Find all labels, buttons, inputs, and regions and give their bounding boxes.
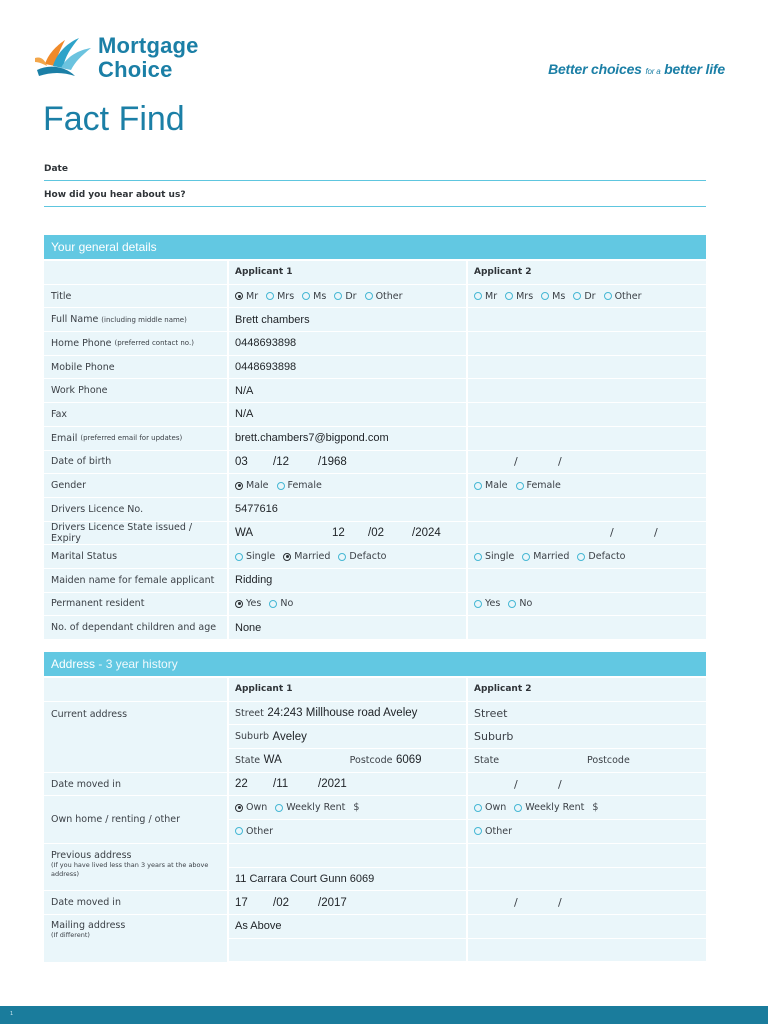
radio-mrs[interactable]: Mrs	[505, 291, 533, 302]
applicant-1-header: Applicant 1	[227, 678, 466, 702]
previous-address-label: Previous address (If you have lived less than 3 years at the above address)	[44, 844, 227, 891]
mailing-address-label: Mailing address (If different)	[44, 915, 227, 962]
address-table	[44, 678, 706, 962]
radio-mrs[interactable]: Mrs	[266, 291, 294, 302]
radio-married[interactable]: Married	[283, 551, 330, 562]
fax-input-2[interactable]	[466, 403, 706, 427]
address-heading-light: - 3 year history	[95, 657, 178, 671]
work-phone-label: Work Phone	[44, 379, 227, 403]
radio-other[interactable]: Other	[604, 291, 642, 302]
dependant-children-input-1[interactable]: None	[227, 616, 466, 640]
table-row	[44, 593, 706, 617]
previous-address-input-2[interactable]	[466, 868, 706, 892]
date-field[interactable]	[44, 164, 706, 181]
home-phone-input-1[interactable]: 0448693898	[227, 332, 466, 356]
maiden-name-input-1[interactable]: Ridding	[227, 569, 466, 593]
work-phone-input-2[interactable]	[466, 379, 706, 403]
home-phone-input-2[interactable]	[466, 332, 706, 356]
blank-cell	[44, 678, 227, 702]
page-number: 1	[10, 1011, 14, 1017]
radio-no[interactable]: No	[269, 598, 293, 609]
previous-date-moved-in-input-2[interactable]: / /	[466, 891, 706, 915]
mailing-address-input-1[interactable]: As Above	[227, 915, 466, 939]
previous-address-input-1[interactable]: 11 Carrara Court Gunn 6069	[227, 868, 466, 892]
table-row	[227, 868, 706, 892]
current-address-label: Current address	[44, 702, 227, 773]
rent-dollar: $	[592, 802, 599, 814]
applicant-1-title-radios	[227, 285, 466, 309]
current-address-block	[44, 702, 706, 773]
date-moved-in-label: Date moved in	[44, 773, 227, 797]
tagline-part-c: better life	[664, 61, 725, 77]
applicant-1-other-radio	[227, 820, 466, 844]
general-details-heading	[44, 235, 706, 259]
general-details-table	[44, 261, 706, 640]
radio-own[interactable]: Own	[235, 802, 267, 813]
table-row	[44, 474, 706, 498]
radio-dr[interactable]: Dr	[573, 291, 595, 302]
own-home-block	[44, 796, 706, 843]
licence-no-input-2[interactable]	[466, 498, 706, 522]
maiden-name-input-2[interactable]	[466, 569, 706, 593]
table-row	[227, 820, 706, 844]
table-row	[44, 261, 706, 285]
hear-about-us-label: How did you hear about us?	[44, 190, 186, 200]
licence-state-input-1[interactable]: WA 12 /02 /2024	[227, 522, 466, 546]
previous-address-input-2a[interactable]	[466, 844, 706, 868]
applicant-1-marital-radios	[227, 545, 466, 569]
applicant-1-resident-radios	[227, 593, 466, 617]
table-row	[227, 725, 706, 749]
permanent-resident-label: Permanent resident	[44, 593, 227, 617]
mobile-phone-input-2[interactable]	[466, 356, 706, 380]
radio-mr[interactable]: Mr	[474, 291, 497, 302]
table-row	[44, 522, 706, 546]
table-row	[44, 498, 706, 522]
mailing-address-input-2[interactable]	[466, 915, 706, 939]
radio-other[interactable]: Other	[474, 826, 512, 837]
radio-weekly-rent[interactable]: Weekly Rent	[275, 802, 345, 813]
street-input-1[interactable]: Street 24:243 Millhouse road Aveley	[227, 702, 466, 726]
email-label: Email (preferred email for updates)	[44, 427, 227, 451]
table-row	[44, 427, 706, 451]
table-row	[227, 939, 706, 963]
previous-date-moved-in-input-1[interactable]: 17 /02 /2017	[227, 891, 466, 915]
applicant-1-own-radios	[227, 796, 466, 820]
radio-mr[interactable]: Mr	[235, 291, 258, 302]
applicant-1-gender-radios	[227, 474, 466, 498]
radio-no[interactable]: No	[508, 598, 532, 609]
full-name-input-1[interactable]: Brett chambers	[227, 308, 466, 332]
radio-defacto[interactable]: Defacto	[577, 551, 625, 562]
dob-input-1[interactable]: 03 /12 /1968	[227, 451, 466, 475]
radio-other[interactable]: Other	[365, 291, 403, 302]
table-row	[44, 451, 706, 475]
tagline-part-b: for a	[645, 67, 661, 76]
radio-ms[interactable]: Ms	[302, 291, 326, 302]
date-moved-in-input-2[interactable]: / /	[466, 773, 706, 797]
address-heading	[44, 652, 706, 676]
title-label: Title	[44, 285, 227, 309]
table-row	[44, 379, 706, 403]
logo-line-2: Choice	[98, 57, 173, 82]
radio-female[interactable]: Female	[516, 480, 561, 491]
table-row	[44, 332, 706, 356]
radio-single[interactable]: Single	[235, 551, 275, 562]
email-input-1[interactable]: brett.chambers7@bigpond.com	[227, 427, 466, 451]
applicant-2-resident-radios	[466, 593, 706, 617]
licence-state-input-2[interactable]: / /	[466, 522, 706, 546]
table-row	[44, 678, 706, 702]
home-phone-label: Home Phone (preferred contact no.)	[44, 332, 227, 356]
tagline	[548, 61, 725, 77]
mailing-address-input-2b[interactable]	[466, 939, 706, 963]
page-title: Fact Find	[43, 100, 185, 138]
radio-single[interactable]: Single	[474, 551, 514, 562]
table-row	[227, 749, 706, 773]
mobile-phone-input-1[interactable]: 0448693898	[227, 356, 466, 380]
radio-male[interactable]: Male	[474, 480, 508, 491]
logo-mark-icon	[35, 34, 95, 80]
street-input-2[interactable]: Street	[466, 702, 706, 726]
mortgage-choice-logo	[35, 34, 225, 84]
dependant-children-input-2[interactable]	[466, 616, 706, 640]
previous-date-moved-in-label: Date moved in	[44, 891, 227, 915]
table-row	[44, 308, 706, 332]
table-row	[44, 616, 706, 640]
applicant-1-header: Applicant 1	[227, 261, 466, 285]
logo-line-1: Mortgage	[98, 33, 199, 58]
mailing-address-block	[44, 915, 706, 962]
dependant-children-label: No. of dependant children and age	[44, 616, 227, 640]
maiden-name-label: Maiden name for female applicant	[44, 569, 227, 593]
table-row	[44, 545, 706, 569]
applicant-2-other-radio	[466, 820, 706, 844]
hear-about-us-field[interactable]	[44, 190, 706, 207]
previous-address-input-1a[interactable]	[227, 844, 466, 868]
general-details-heading-text: Your general details	[51, 240, 157, 254]
gender-label: Gender	[44, 474, 227, 498]
tagline-part-a: Better choices	[548, 61, 642, 77]
radio-ms[interactable]: Ms	[541, 291, 565, 302]
table-row	[44, 403, 706, 427]
applicant-2-own-radios	[466, 796, 706, 820]
radio-married[interactable]: Married	[522, 551, 569, 562]
blank-cell	[44, 261, 227, 285]
table-row	[227, 844, 706, 868]
applicant-2-title-radios	[466, 285, 706, 309]
radio-weekly-rent[interactable]: Weekly Rent	[514, 802, 584, 813]
date-moved-in-input-1[interactable]: 22 /11 /2021	[227, 773, 466, 797]
address-heading-bold: Address	[51, 657, 96, 671]
licence-no-label: Drivers Licence No.	[44, 498, 227, 522]
table-row	[44, 891, 706, 915]
table-row	[227, 796, 706, 820]
radio-other[interactable]: Other	[235, 826, 273, 837]
suburb-input-1[interactable]: Suburb Aveley	[227, 725, 466, 749]
applicant-2-header: Applicant 2	[466, 678, 706, 702]
dob-label: Date of birth	[44, 451, 227, 475]
suburb-input-2[interactable]: Suburb	[466, 725, 706, 749]
email-input-2[interactable]	[466, 427, 706, 451]
radio-dr[interactable]: Dr	[334, 291, 356, 302]
mobile-phone-label: Mobile Phone	[44, 356, 227, 380]
radio-yes[interactable]: Yes	[474, 598, 500, 609]
mailing-address-input-1b[interactable]	[227, 939, 466, 963]
table-row	[44, 356, 706, 380]
licence-no-input-1[interactable]: 5477616	[227, 498, 466, 522]
radio-male[interactable]: Male	[235, 480, 269, 491]
applicant-2-gender-radios	[466, 474, 706, 498]
date-label: Date	[44, 164, 68, 174]
table-row	[44, 569, 706, 593]
full-name-label: Full Name (including middle name)	[44, 308, 227, 332]
applicant-2-header: Applicant 2	[466, 261, 706, 285]
footer-bar	[0, 1006, 768, 1024]
marital-status-label: Marital Status	[44, 545, 227, 569]
radio-female[interactable]: Female	[277, 480, 322, 491]
full-name-input-2[interactable]	[466, 308, 706, 332]
table-row	[227, 915, 706, 939]
state-postcode-input-2[interactable]: State Postcode	[466, 749, 706, 773]
rent-dollar: $	[353, 802, 360, 814]
own-home-label: Own home / renting / other	[44, 796, 227, 843]
work-phone-input-1[interactable]: N/A	[227, 379, 466, 403]
radio-defacto[interactable]: Defacto	[338, 551, 386, 562]
applicant-2-marital-radios	[466, 545, 706, 569]
table-row	[227, 702, 706, 726]
radio-own[interactable]: Own	[474, 802, 506, 813]
dob-input-2[interactable]: / /	[466, 451, 706, 475]
table-row	[44, 285, 706, 309]
radio-yes[interactable]: Yes	[235, 598, 261, 609]
previous-address-block	[44, 844, 706, 891]
table-row	[44, 773, 706, 797]
fax-input-1[interactable]: N/A	[227, 403, 466, 427]
licence-state-label: Drivers Licence State issued / Expiry	[44, 522, 227, 546]
fax-label: Fax	[44, 403, 227, 427]
state-postcode-input-1[interactable]: State WA Postcode 6069	[227, 749, 466, 773]
